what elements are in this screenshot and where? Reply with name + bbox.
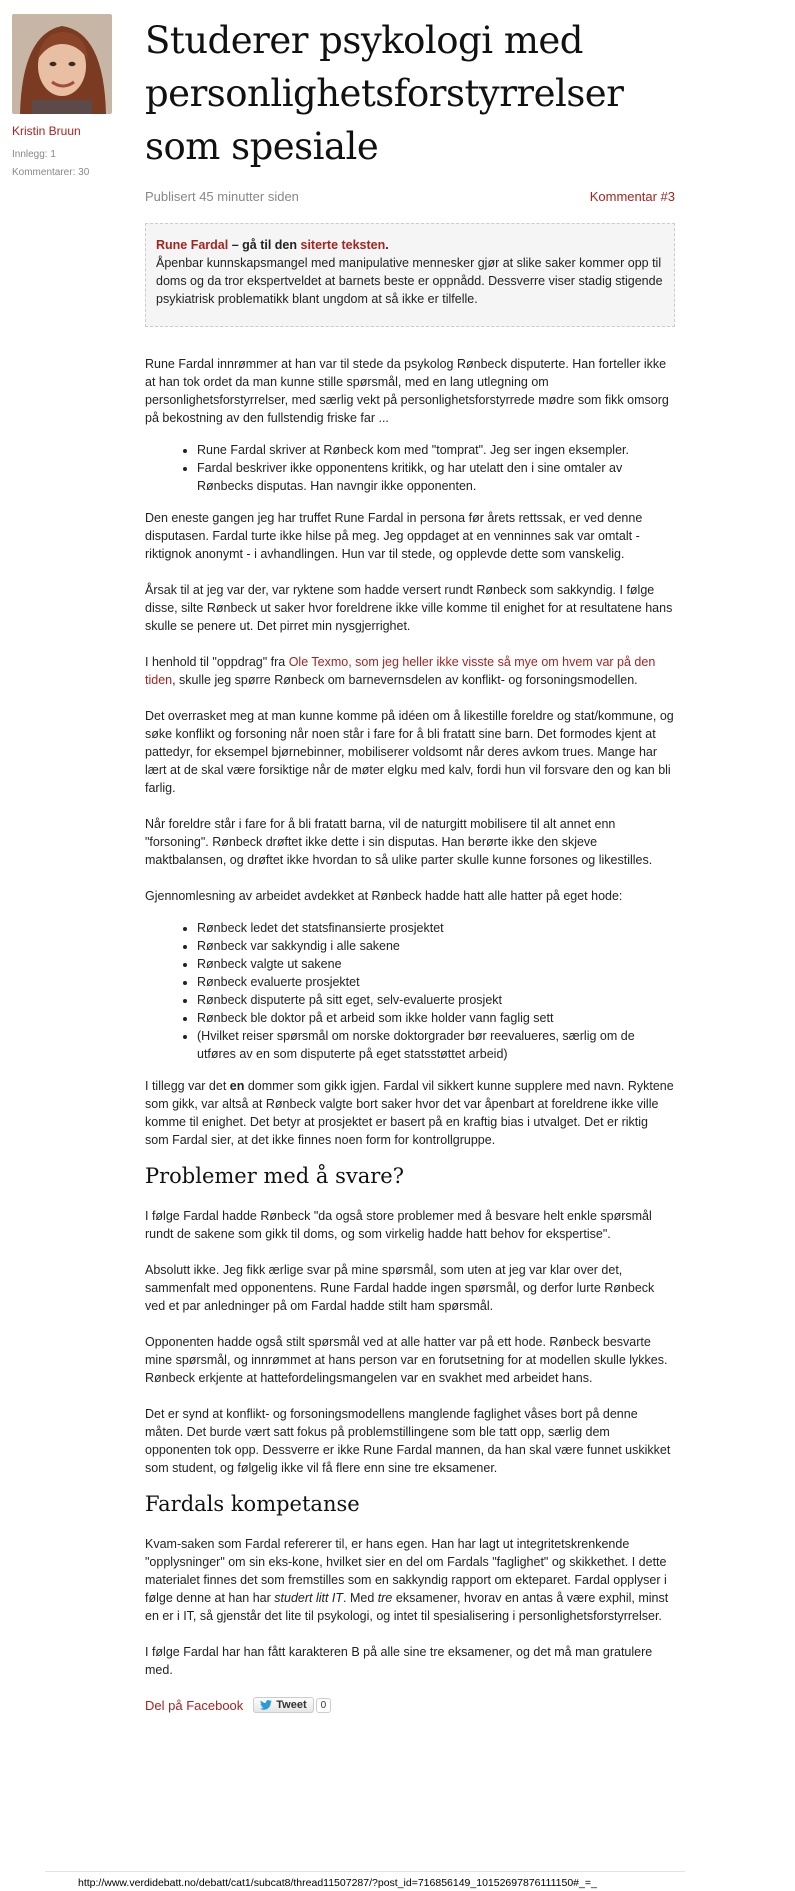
- paragraph: [145, 1535, 675, 1625]
- list-item: • Rønbeck ledet det statsfinansierte prosjektet: [197, 919, 675, 937]
- text-span: dommer som gikk igjen. Fardal vil sikkert kunne supplere med navn. Ryktene som gikk, var altså at Rønbeck valgte bort saker hvor det var åpenbart at foreldrene ikke ville komme til enighet. Det betyr at prosjektet er basert på en kraftig bias i utvalget. Det er riktig som Fardal sier, at det ikke finnes noen form for kontrollgruppe.: [145, 1079, 674, 1147]
- paragraph: Årsak til at jeg var der, var ryktene som hadde versert rundt Rønbeck som sakkyndig. I følge disse, silte Rønbeck ut saker hvor foreldrene ikke ville komme til enighet for at resultatene hans skulle se penere ut. Det pirret min nysgjerrighet.: [145, 583, 673, 633]
- quote-text: Åpenbar kunnskapsmangel med manipulative mennesker gjør at slike saker kommer opp til doms og da tror ekspertveldet at barnets beste er oppnådd. Dessverre viser stadig stigende psykiatrisk problematikk blant ungdom at så ikke er tilfelle.: [156, 256, 663, 306]
- tweet-label: Tweet: [276, 1699, 307, 1711]
- list-item: • (Hvilket reiser spørsmål om norske doktorgrader bør reevalueres, særlig om de utføres av en som disputerte på eget statsstøttet arbeid): [197, 1027, 675, 1063]
- section-heading: Fardals kompetanse: [145, 1492, 360, 1516]
- paragraph: Rune Fardal innrømmer at han var til stede da psykolog Rønbeck disputerte. Han forteller ikke at han tok ordet da man kunne stille spørsmål, med en lang utlegning om personlighetsforstyrrelser, med særlig vekt på personlighetsforstyrrede mødre som fikk omsorg på bekostning av den fullstendig friske far ...: [145, 357, 669, 425]
- avatar[interactable]: [12, 14, 112, 114]
- text-span: I tillegg var det: [145, 1079, 230, 1093]
- bullet-list: [145, 919, 675, 1063]
- bullet-list: [145, 441, 675, 495]
- published-time: Publisert 45 minutter siden: [145, 189, 299, 204]
- list-item: • Fardal beskriver ikke opponentens kritikk, og har utelatt den i sine omtaler av Rønbecks disputas. Han navngir ikke opponenten.: [197, 459, 675, 495]
- author-name-link[interactable]: Kristin Bruun: [12, 124, 81, 138]
- share-facebook-link[interactable]: Del på Facebook: [145, 1697, 244, 1713]
- text-span: Kvam-saken som Fardal refererer til, er hans egen. Han har lagt ut integritetskrenkende "opplysninger" om sin eks-kone, hvilket sier en del om Fardals "faglighet" og skikkethet. I dette materialet finnes det som fremstilles som en sakkyndig rapport om ekteparet. Fardal opplyser i følge denne at han har: [145, 1537, 667, 1605]
- bold-text: en: [229, 1079, 245, 1093]
- page-title: Studerer psykologi med personlighetsforstyrrelser som spesiale: [145, 19, 624, 168]
- text-span: I henhold til "oppdrag" fra: [145, 655, 289, 669]
- paragraph: Opponenten hadde også stilt spørsmål ved at alle hatter var på ett hode. Rønbeck besvarte mine spørsmål, og innrømmet at hans person var en forutsetning for at modellen skulle lykkes. Rønbeck erkjente at hattefordelingsmangelen var en svakhet med arbeidet hans.: [145, 1335, 668, 1385]
- paragraph: I følge Fardal hadde Rønbeck "da også store problemer med å besvare helt enkle spørsmål rundt de sakene som gikk til doms, og som virkelig hadde hatt behov for ekspertise".: [145, 1209, 652, 1241]
- quote-separator: – gå til den: [228, 238, 301, 252]
- article-body: [145, 355, 675, 1679]
- quote-dot: .: [385, 238, 389, 252]
- list-item: • Rønbeck var sakkyndig i alle sakene: [197, 937, 675, 955]
- tweet-button[interactable]: [253, 1697, 313, 1713]
- italic-text: tre: [377, 1591, 393, 1605]
- section-heading: Problemer med å svare?: [145, 1164, 404, 1188]
- quoted-author-link[interactable]: Rune Fardal: [156, 238, 229, 252]
- paragraph: [145, 1077, 675, 1149]
- italic-text: studert litt IT: [274, 1591, 344, 1605]
- paragraph: Absolutt ikke. Jeg fikk ærlige svar på mine spørsmål, som uten at jeg var klar over det, sammenfalt med opponentens. Rune Fardal hadde ingen spørsmål, og derfor lurte Rønbeck ved et par anledninger på om Fardal hadde stilt ham spørsmål.: [145, 1263, 655, 1313]
- quoted-text-box: [145, 223, 675, 327]
- list-item: • Rønbeck evaluerte prosjektet: [197, 973, 675, 991]
- ole-texmo-link[interactable]: Ole Texmo, som jeg heller ikke visste så mye om hvem var på den tiden: [145, 655, 656, 687]
- paragraph: Den eneste gangen jeg har truffet Rune Fardal in persona før årets rettssak, er ved denne disputasen. Fardal turte ikke hilse på meg. Jeg oppdaget at en venninnes sak var omtalt - riktignok anonymt - i avhandlingen. Hun var til stede, og opplevde dette som vanskelig.: [145, 511, 643, 561]
- article: [145, 14, 675, 1713]
- twitter-bird-icon: [260, 1700, 272, 1710]
- comment-count: Kommentarer: 30: [12, 167, 90, 178]
- list-item: • Rønbeck disputerte på sitt eget, selv-evaluerte prosjekt: [197, 991, 675, 1009]
- paragraph: Det er synd at konflikt- og forsoningsmodellens manglende faglighet våses bort på denne måten. Det burde vært satt fokus på problemstillingene som ble tatt opp, særlig dem opponenten tok opp. Dessverre er ikke Rune Fardal mannen, da han skal være funnet uskikket som student, og følgelig ikke vil få flere enn sine tre eksamener.: [145, 1407, 671, 1475]
- text-span: , skulle jeg spørre Rønbeck om barnevernsdelen av konflikt- og forsoningsmodellen.: [172, 673, 638, 687]
- paragraph: Gjennomlesning av arbeidet avdekket at Rønbeck hadde hatt alle hatter på eget hode:: [145, 889, 623, 903]
- post-count: Innlegg: 1: [12, 149, 56, 160]
- paragraph: Det overrasket meg at man kunne komme på idéen om å likestille foreldre og stat/kommune, og søke konflikt og forsoning når noen står i fare for å bli fratatt sine barn. Det formodes kjent at pattedyr, for eksempel bjørnebinner, mobiliserer voldsomt når deres avkom trues. Mange har lært at de skal være forsiktige når de møter elgku med kalv, fordi hun vil forsvare den og kan bli farlig.: [145, 709, 674, 795]
- paragraph: Når foreldre står i fare for å bli fratatt barna, vil de naturgitt mobilisere til alt annet enn "forsoning". Rønbeck drøftet ikke dette i sin disputas. Han berørte ikke den skjeve maktbalansen, og drøftet ikke hvordan to så ulike parter skulle kunne forsones og likestilles.: [145, 817, 653, 867]
- list-item: • Rønbeck valgte ut sakene: [197, 955, 675, 973]
- paragraph: [145, 653, 675, 689]
- paragraph: I følge Fardal har han fått karakteren B på alle sine tre eksamener, og det må man gratulere med.: [145, 1645, 653, 1677]
- list-item: • Rønbeck ble doktor på et arbeid som ikke holder vann faglig sett: [197, 1009, 675, 1027]
- footer-divider: [45, 1871, 685, 1872]
- text-span: . Med: [343, 1591, 378, 1605]
- comment-number-link[interactable]: Kommentar #3: [589, 189, 675, 204]
- text-span: eksamener, hvorav en antas å være exphil, minst en er i IT, så gjenstår det lite til psykologi, og intet til spesialisering i personlighetsforstyrrelser.: [145, 1591, 669, 1623]
- author-sidebar: [12, 14, 122, 182]
- list-item: • Rune Fardal skriver at Rønbeck kom med "tomprat". Jeg ser ingen eksempler.: [197, 441, 675, 459]
- publish-row: [145, 189, 675, 209]
- tweet-count: 0: [316, 1698, 332, 1713]
- quoted-text-link[interactable]: siterte teksten: [300, 238, 386, 252]
- page-url: http://www.verdidebatt.no/debatt/cat1/subcat8/thread11507287/?post_id=716856149_10152697876111150#_=_: [78, 1877, 597, 1889]
- share-bar: [145, 1697, 675, 1713]
